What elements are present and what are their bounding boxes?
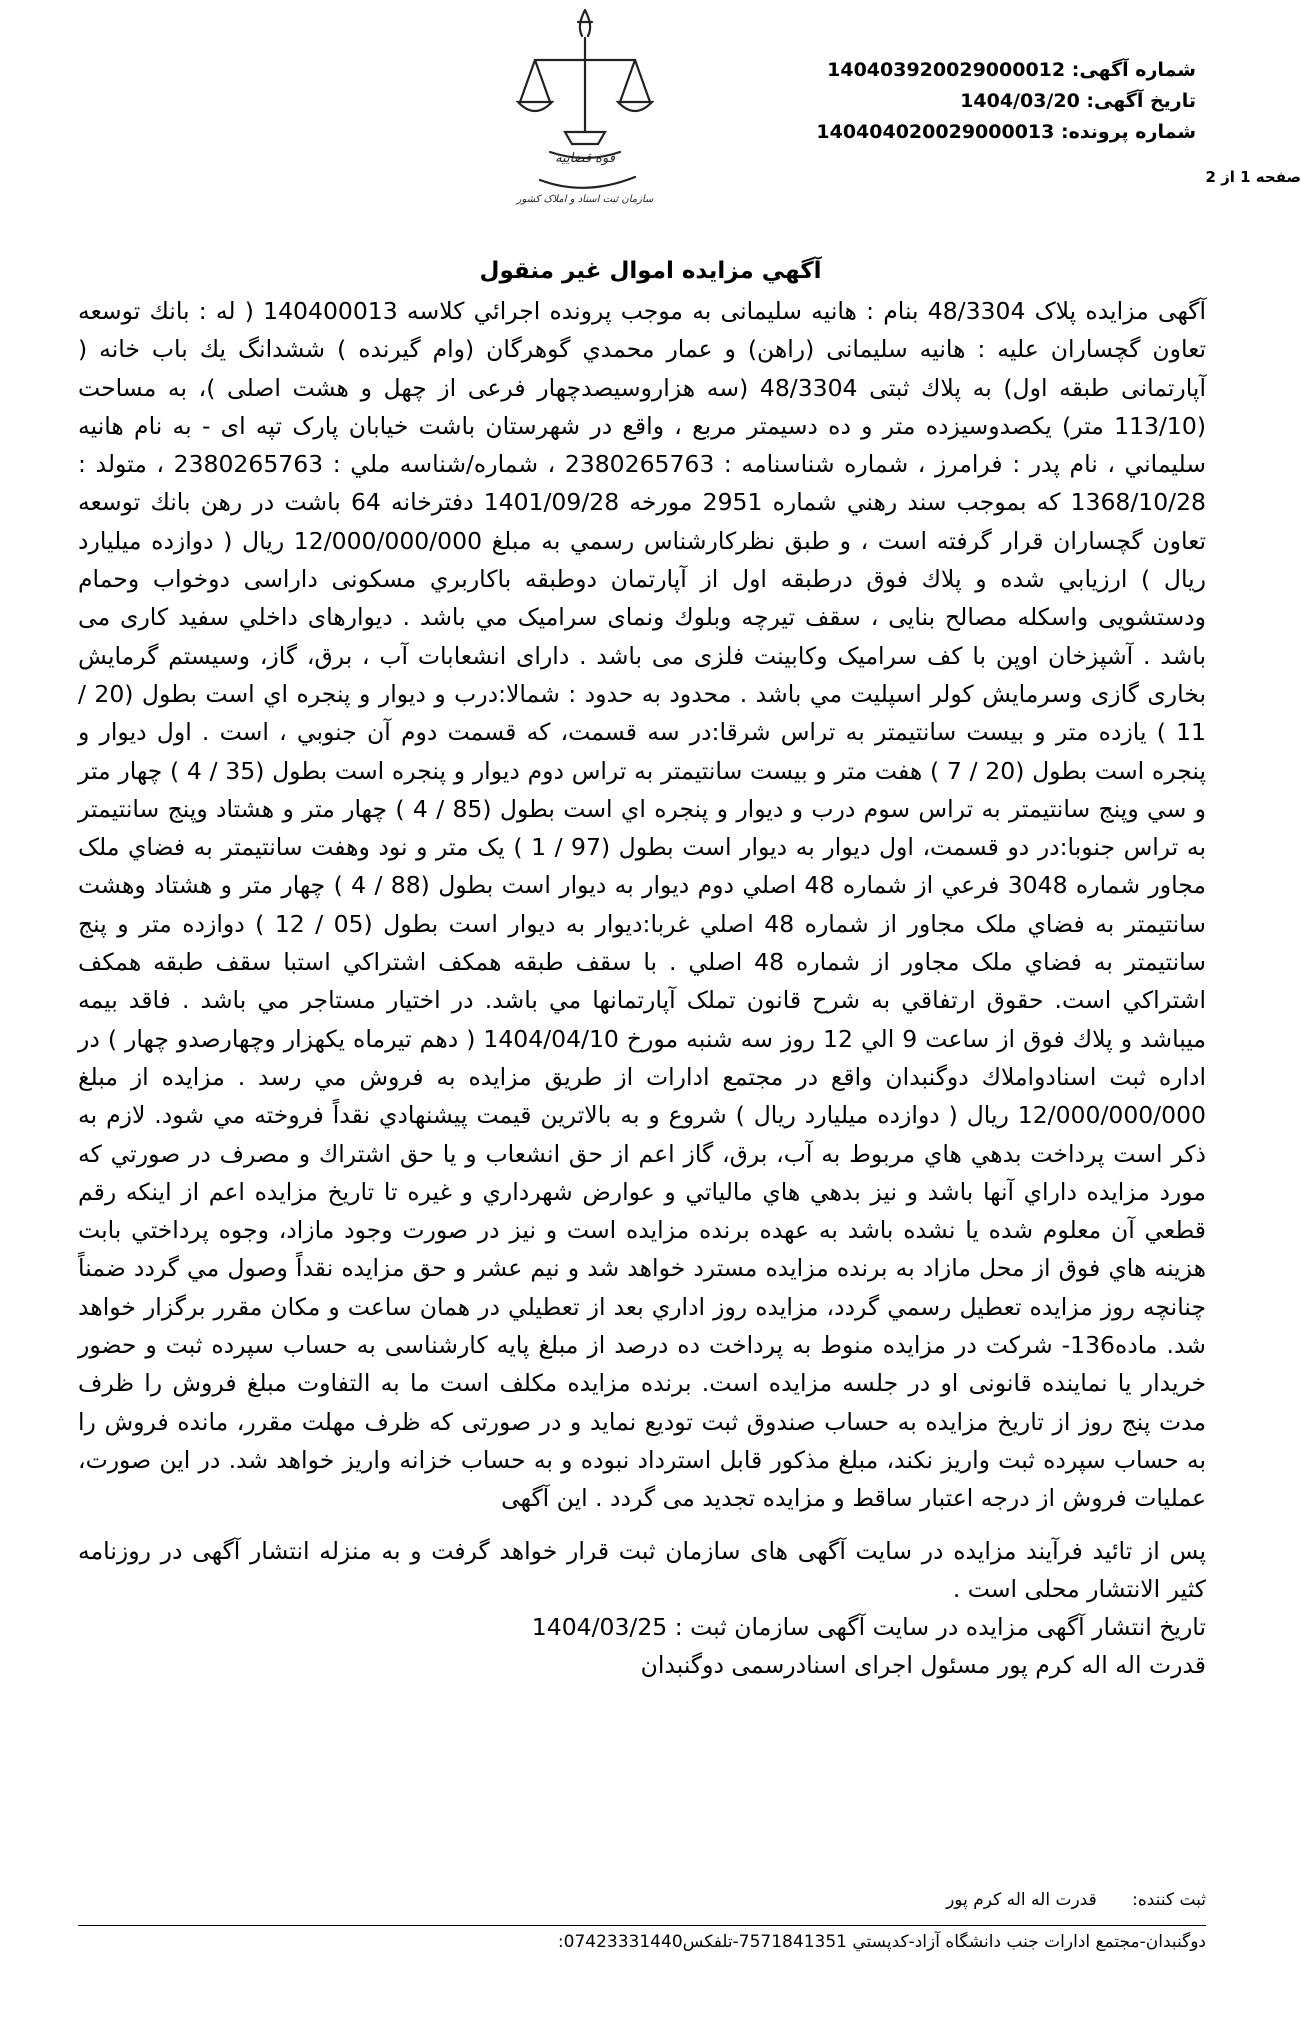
ad-number: 140403920029000012 xyxy=(827,59,1066,81)
paragraph-publication: پس از تائيد فرآيند مزايده در سايت آگهی های سازمان ثبت قرار خواهد گرفت و به منزله انتشار آگهی در روزنامه كثير الانتشار محلی است . xyxy=(78,1536,1206,1603)
ad-number-label: شماره آگهی: xyxy=(1071,59,1196,81)
case-number-label: شماره پرونده: xyxy=(1060,121,1196,143)
registrar-label: ثبت کننده: xyxy=(1132,1890,1206,1910)
ad-meta xyxy=(816,55,1196,148)
publish-date-line: تاریخ انتشار آگهی مزایده در سایت آگهی سازمان ثبت : 1404/03/25 xyxy=(531,1613,1206,1642)
case-number-row xyxy=(816,117,1196,148)
ad-date-label: تاریخ آگهی: xyxy=(1086,90,1196,112)
registrar-row xyxy=(78,1885,1206,1915)
signature-line: قدرت اله اله کرم پور مسئول اجرای اسنادرسمی دوگنبدان xyxy=(640,1651,1206,1680)
page-info: صفحه 1 از 2 xyxy=(1205,168,1301,186)
footer-divider xyxy=(78,1925,1206,1926)
announcement-body xyxy=(78,292,1206,1685)
ad-date: 1404/03/20 xyxy=(960,90,1080,112)
office-address: دوگنبدان-مجتمع ادارات جنب دانشگاه آزاد-کدپستي 7571841351-تلفکس07423331440: xyxy=(557,1932,1206,1952)
emblem-text-bottom: سازمان ثبت اسناد و املاک کشور xyxy=(516,194,654,205)
judiciary-emblem-icon xyxy=(510,2,660,212)
footer xyxy=(78,1885,1206,1952)
registrar-name: قدرت اله اله کرم پور xyxy=(946,1890,1097,1910)
case-number: 140404020029000013 xyxy=(816,121,1055,143)
emblem-text-top: قوه قضاییه xyxy=(555,151,615,166)
ad-number-row xyxy=(816,55,1196,86)
document-title: آگهي مزايده اموال غير منقول xyxy=(479,258,822,284)
ad-date-row xyxy=(816,86,1196,117)
paragraph-main: آگهی مزایده پلاک 48/3304 بنام : هانیه سلیمانی به موجب پرونده اجرائي كلاسه 140400013 ( له : بانك توسعه تعاون گچساران علیه : هانیه سلیمانی (راهن) و عمار محمدي گوهرگان (وام گیرنده ) ششدانگ يك باب خانه ( آپارتمانی طبقه اول) به پلاك ثبتی 48/3304 (سه هزاروسیصدچهار فرعی از چهل و هشت اصلی )، به مساحت (113/10 متر) یکصدوسیزده متر و ده دسیمتر مربع ، واقع در شهرستان باشت خیابان پارک تپه ای - به نام هانيه سليماني ، نام پدر : فرامرز ، شماره شناسنامه : 2380265763 ، شماره/شناسه ملي : 2380265763 ، متولد : 1368/10/28 كه بموجب سند رهني شماره 2951 مورخه 1401/09/28 دفترخانه 64 باشت در رهن بانك توسعه تعاون گچساران قرار گرفته است ، و طبق نظركارشناس رسمي به مبلغ 12/000/000/000 ريال ( دوازده ميليارد ريال ) ارزيابي شده و پلاك فوق درطبقه اول از آپارتمان دوطبقه باكاربري مسكونی داراسی دوخواب وحمام ودستشويی واسكله مصالح بنايی ، سقف تيرچه وبلوك ونمای سراميک مي باشد . ديوارهای داخلي سفيد كاری می باشد . آشپزخان اوپن با كف سراميک وكابينت فلزی می باشد . دارای انشعابات آب ، برق، گاز، وسيستم گرمايش بخاری گازی وسرمايش كولر اسپليت مي باشد . محدود به حدود : شمالا:درب و ديوار و پنجره اي است بطول (20 / 11 ) يازده متر و بيست سانتيمتر به تراس شرقا:در سه قسمت، كه قسمت دوم آن جنوبي ، است . اول ديوار و پنجره است بطول (20 / 7 ) هفت متر و بيست سانتيمتر به تراس دوم ديوار و پنجره است بطول (35 / 4 ) چهار متر و سي وپنج سانتيمتر به تراس سوم درب و ديوار و پنجره اي است بطول (85 / 4 ) چهار متر و هشتاد وپنج سانتيمتر به تراس جنوبا:در دو قسمت، اول ديوار به ديوار است بطول (97 / 1 ) يک متر و نود وهفت سانتيمتر به فضاي ملک مجاور شماره 3048 فرعي از شماره 48 اصلي دوم ديوار به ديوار است بطول (88 / 4 ) چهار متر و هشتاد وهشت سانتيمتر به فضاي ملک مجاور از شماره 48 اصلي غربا:ديوار به ديوار است بطول (05 / 12 ) دوازده متر و پنج سانتيمتر به فضاي ملک مجاور از شماره 48 اصلي . با سقف طبقه همكف اشتراكي استبا سقف طبقه همكف اشتراكي است. حقوق ارتفاقي به شرح قانون تملک آپارتمانها مي باشد. در اختيار مستاجر مي باشد . فاقد بيمه ميباشد و پلاك فوق از ساعت 9 الي 12 روز سه شنبه مورخ 1404/04/10 ( دهم تيرماه يكهزار وچهارصدو چهار ) در اداره ثبت اسنادواملاك دوگنبدان واقع در مجتمع ادارات از طريق مزايده به فروش مي رسد . مزايده از مبلغ 12/000/000/000 ريال ( دوازده ميليارد ريال ) شروع و به بالاترين قيمت پيشنهادي نقداً فروخته مي شود. لازم به ذكر است پرداخت بدهي هاي مربوط به آب، برق، گاز اعم از حق انشعاب و يا حق اشتراك و مصرف در صورتي كه مورد مزايده داراي آنها باشد و نيز بدهي هاي مالياتي و عوارض شهرداري و غيره تا تاريخ مزايده اعم از اينكه رقم قطعي آن معلوم شده يا نشده باشد به عهده برنده مزايده است و نيز در صورت وجود مازاد، وجوه پرداختي بابت هزينه هاي فوق از محل مازاد به برنده مزايده مسترد خواهد شد و نيم عشر و حق مزايده نقداً وصول مي گردد ضمناً چنانچه روز مزايده تعطيل رسمي گردد، مزايده روز اداري بعد از تعطيلي در همان ساعت و مكان مقرر برگزار خواهد شد. ماده136- شركت در مزايده منوط به پرداخت ده درصد از مبلغ پايه كارشناسی به حساب سپرده ثبت و حضور خريدار يا نماينده قانونی او در جلسه مزايده است. برنده مزايده مكلف است ما به التفاوت مبلغ فروش را ظرف مدت پنج روز از تاريخ مزايده به حساب صندوق ثبت توديع نمايد و در صورتی كه ظرف مهلت مقرر، مانده فروش را به حساب سپرده ثبت واريز نكند، مبلغ مذكور قابل استرداد نبوده و به حساب خزانه واريز خواهد شد. در اين صورت، عمليات فروش از درجه اعتبار ساقط و مزايده تجديد می گردد . اين آگهی xyxy=(78,297,1207,1513)
